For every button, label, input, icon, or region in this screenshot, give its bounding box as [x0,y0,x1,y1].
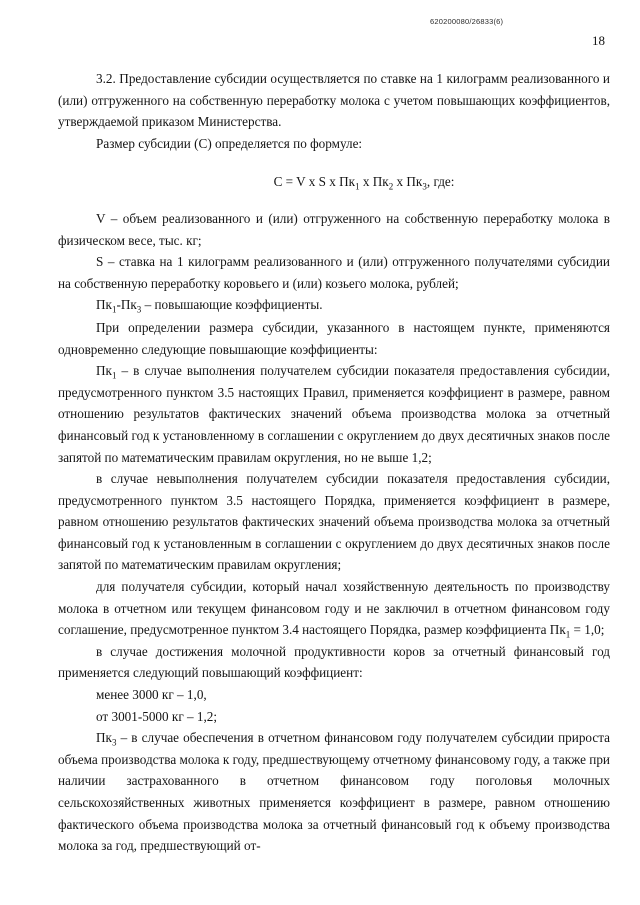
paragraph-formula-intro: Размер субсидии (C) определяется по формуле: [96,135,363,151]
definition-v: V – объем реализованного и (или) отгруженного на собственную переработку молока в физическом весе, тыс. кг; [58,210,610,248]
definition-s: S – ставка на 1 килограмм реализованного и (или) отгруженного получателями субсидии на собственную переработку коровьего и (или) козьего молока, рублей; [58,254,610,291]
document-body [58,68,610,857]
productivity-tier-1: менее 3000 кг – 1,0, [96,687,207,703]
paragraph-coefficients-intro: При определении размера субсидии, указанного в настоящем пункте, применяются одновременно следующие повышающие коэффициенты: [58,319,610,357]
paragraph-non-fulfillment: в случае невыполнения получателем субсидии показателя предоставления субсидии, предусмотренного пунктом 3.5 настоящего Порядка, применяется коэффициент в размере, равном отношению результатов фактических значений объема производства молока за отчетный финансовый год к установленным в соглашении с округлением до двух десятичных знаков после запятой по математическим правилам округления; [58,471,610,573]
page-number: 18 [592,33,605,48]
paragraph-3-2: 3.2. Предоставление субсидии осуществляется по ставке на 1 килограмм реализованного и (или) отгруженного на собственную переработку молока с учетом повышающих коэффициентов, утверждаемой приказом Министерства. [58,71,610,130]
productivity-tier-2: от 3001-5000 кг – 1,2; [96,708,218,724]
document-code: 620200080/26833(6) [430,17,504,26]
definition-coefficients: $Пк_1-Пк_3$ – повышающие коэффициенты. [96,297,323,315]
paragraph-pk3: $Пк_3$ – в случае обеспечения в отчетном финансовом году получателем субсидии прироста объема производства молока к году, предшествующему отчетному финансовому году, а также при наличии застрахованного в отчетном финансовом году поголовья молочных сельскохозяйственных животных применяется коэффициент в размере, равном отношению фактического объема производства молока за отчетный финансовый год к объему производства молока за год, предшествующий от- [58,730,610,854]
paragraph-milk-productivity: в случае достижения молочной продуктивности коров за отчетный финансовый год применяется следующий повышающий коэффициент: [58,643,610,681]
paragraph-new-recipient: для получателя субсидии, который начал хозяйственную деятельность по производству молока в отчетном или текущем финансовом году и не заключил в отчетном финансовом году соглашение, предусмотренное пунктом 3.4 настоящего Порядка, размер коэффициента $Пк_1 = 1,0$; [58,579,610,640]
subsidy-formula: C = V x S x $Пк_1$ x $Пк_2$ x $Пк_3$, где: [273,174,455,193]
paragraph-pk1: $Пк_1$ – в случае выполнения получателем субсидии показателя предоставления субсидии, предусмотренного пунктом 3.5 настоящих Правил, применяется коэффициент в размере, равном отношению результатов фактических значений объема производства молока за отчетный финансовый год к установленному в соглашении с округлением до двух десятичных знаков после запятой по математическим правилам округления, но не выше 1,2; [58,363,610,465]
